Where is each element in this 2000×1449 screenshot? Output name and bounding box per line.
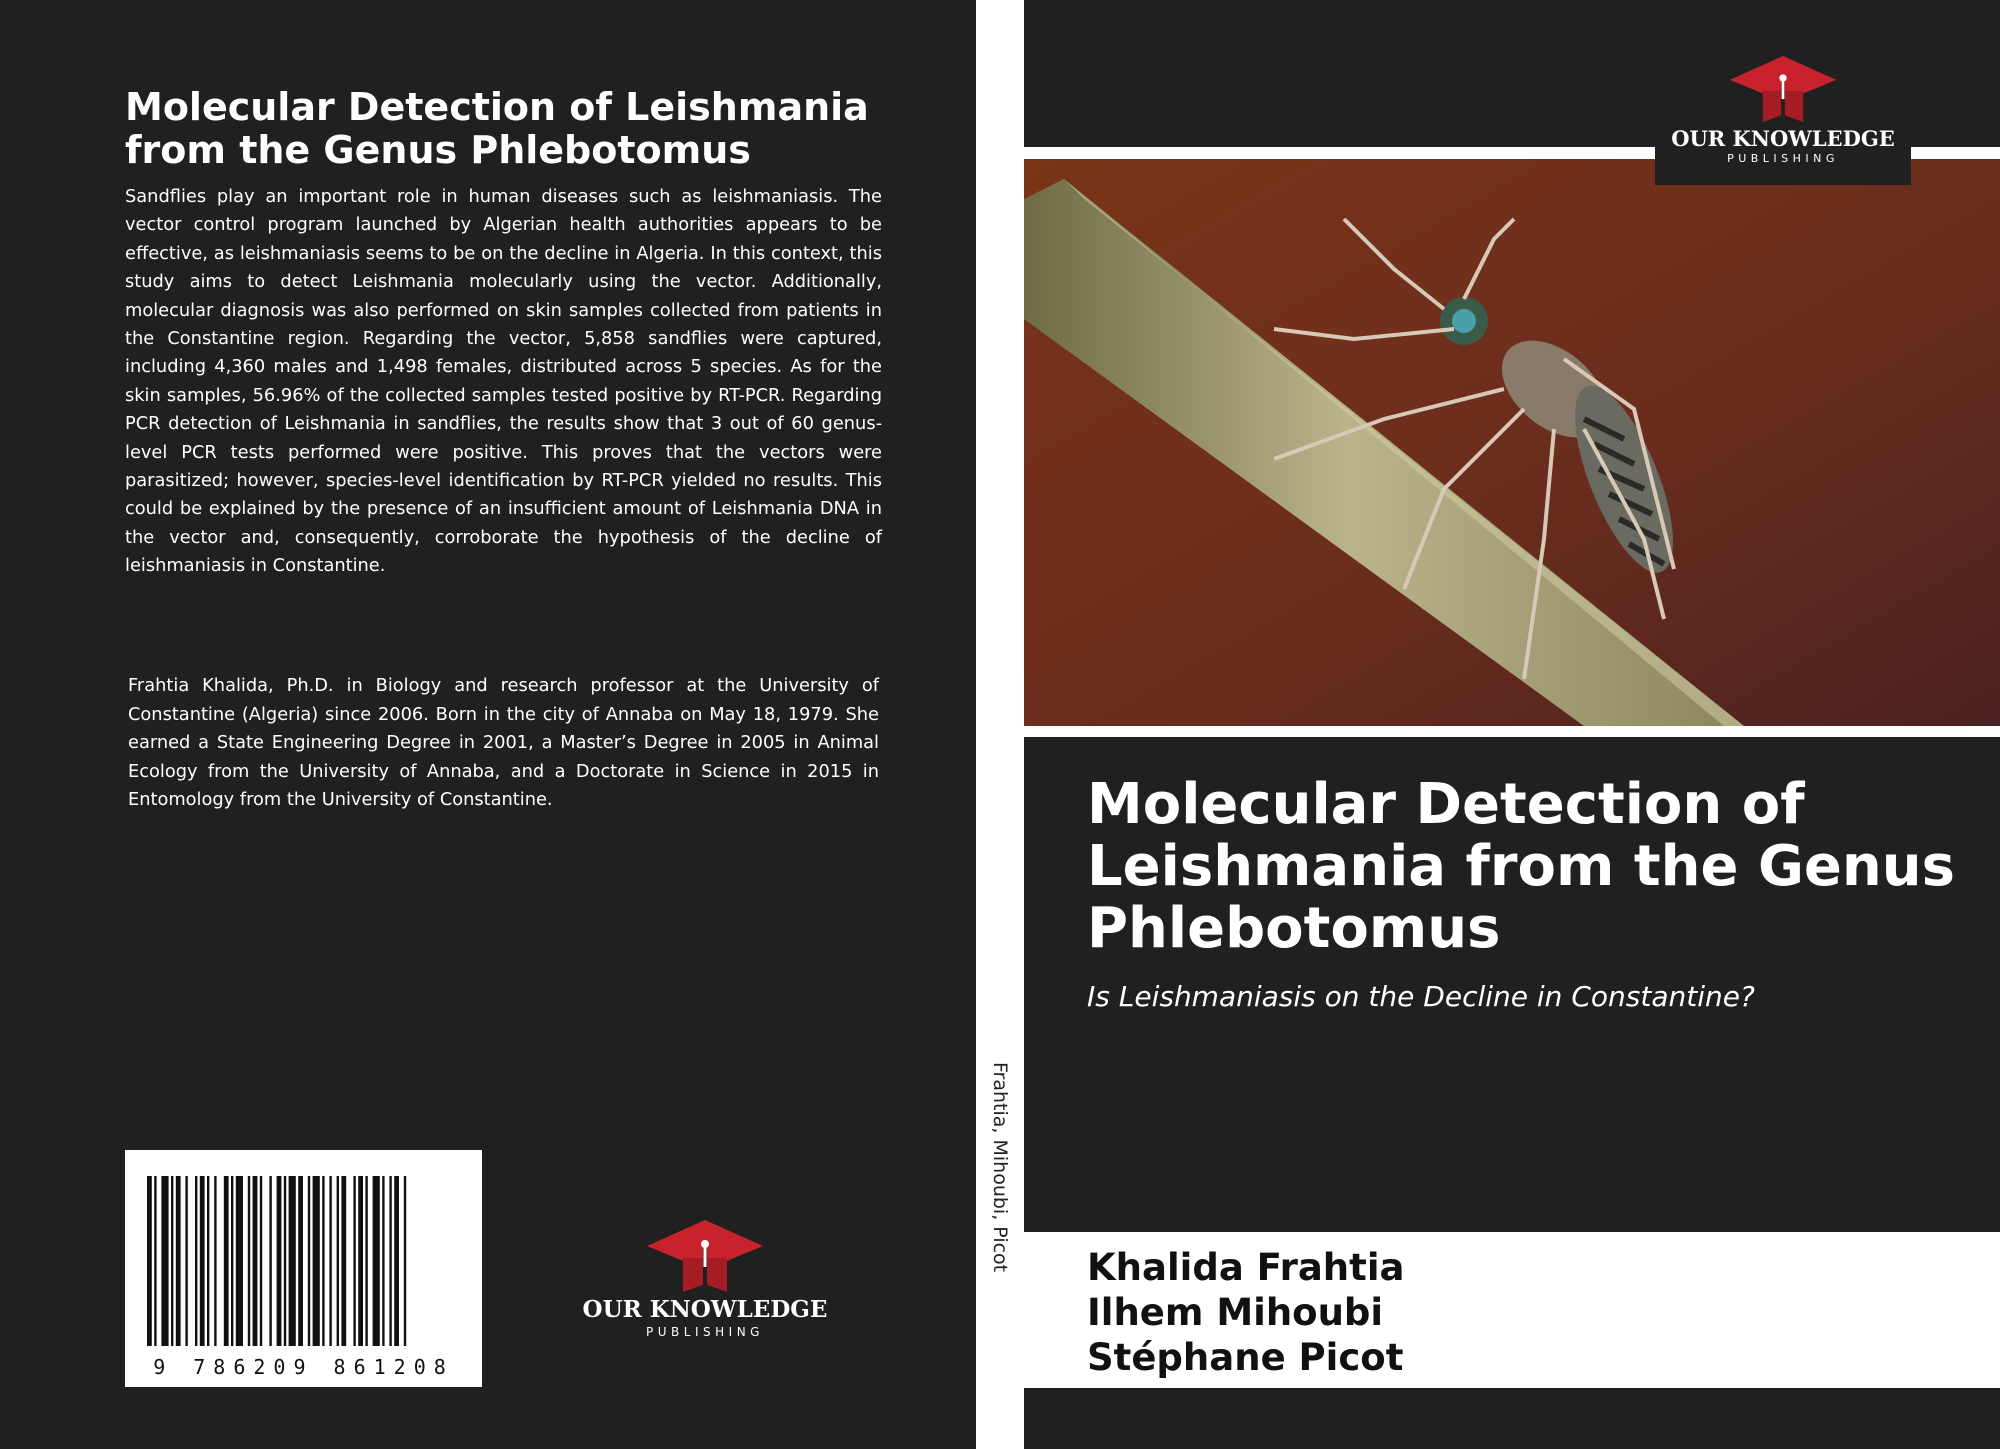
back-cover-abstract: Sandflies play an important role in human diseases such as leishmaniasis. The vector control program launched by Algerian health authorities appears to be effective, as leishmaniasis seems to be on the decline in Algeria. In this context, this study aims to detect Leishmania molecularly using the vector. Additionally, molecular diagnosis was also performed on skin samples collected from patients in the Constantine region. Regarding the vector, 5,858 sandflies were captured, including 4,360 males and 1,498 females, distributed across 5 species. As for the skin samples, 56.96% of the collected samples tested positive by RT-PCR. Regarding PCR detection of Leishmania in sandflies, the results show that 3 out of 60 genus-level PCR tests performed were positive. This proves that the vectors were parasitized; however, species-level identification by RT-PCR yielded no results. This could be explained by the presence of an insufficient amount of Leishmania DNA in the vector and, consequently, corroborate the hypothesis of the decline of leishmaniasis in Constantine.	[125, 186, 882, 577]
back-cover-title: Molecular Detection of Leishmania from the Genus Phlebotomus	[125, 85, 869, 172]
back-cover	[0, 0, 976, 1449]
publisher-subtitle: PUBLISHING	[646, 1325, 764, 1339]
publisher-logo-back	[580, 1218, 830, 1339]
mortarboard-book-icon	[645, 1218, 765, 1294]
mortarboard-book-icon	[1728, 54, 1838, 124]
author-name: Khalida Frahtia	[1087, 1246, 1405, 1289]
front-cover	[1024, 0, 2000, 1449]
barcode-bars	[125, 1150, 482, 1387]
publisher-name: OUR KNOWLEDGE	[1671, 126, 1895, 151]
spine-authors: Frahtia, Mihoubi, Picot	[989, 1062, 1011, 1273]
author-name: Stéphane Picot	[1087, 1336, 1404, 1379]
front-title-panel	[1024, 737, 2000, 1232]
front-cover-title: Molecular Detection of Leishmania from the Genus Phlebotomus	[1087, 772, 1955, 961]
sandfly-on-stem-photo	[1024, 159, 2000, 726]
author-biography: Frahtia Khalida, Ph.D. in Biology and research professor at the University of Constantine (Algeria) since 2006. Born in the city of Annaba on May 18, 1979. She earned a State Engineering Degree in 2001, a Master’s Degree in 2005 in Animal Ecology from the University of Annaba, and a Doctorate in Science in 2015 in Entomology from the University of Constantine.	[128, 675, 879, 811]
publisher-name: OUR KNOWLEDGE	[582, 1296, 828, 1323]
barcode-number: 9 786209 861208	[153, 1355, 454, 1379]
publisher-logo-front	[1655, 54, 1911, 165]
publisher-subtitle: PUBLISHING	[1727, 152, 1839, 165]
publisher-logo-box	[1655, 0, 1911, 185]
author-name: Ilhem Mihoubi	[1087, 1291, 1384, 1334]
front-bottom-band	[1024, 1388, 2000, 1449]
front-cover-subtitle: Is Leishmaniasis on the Decline in Constantine?	[1087, 980, 1755, 1013]
isbn-barcode	[125, 1150, 482, 1387]
author-list	[1087, 1245, 1967, 1380]
